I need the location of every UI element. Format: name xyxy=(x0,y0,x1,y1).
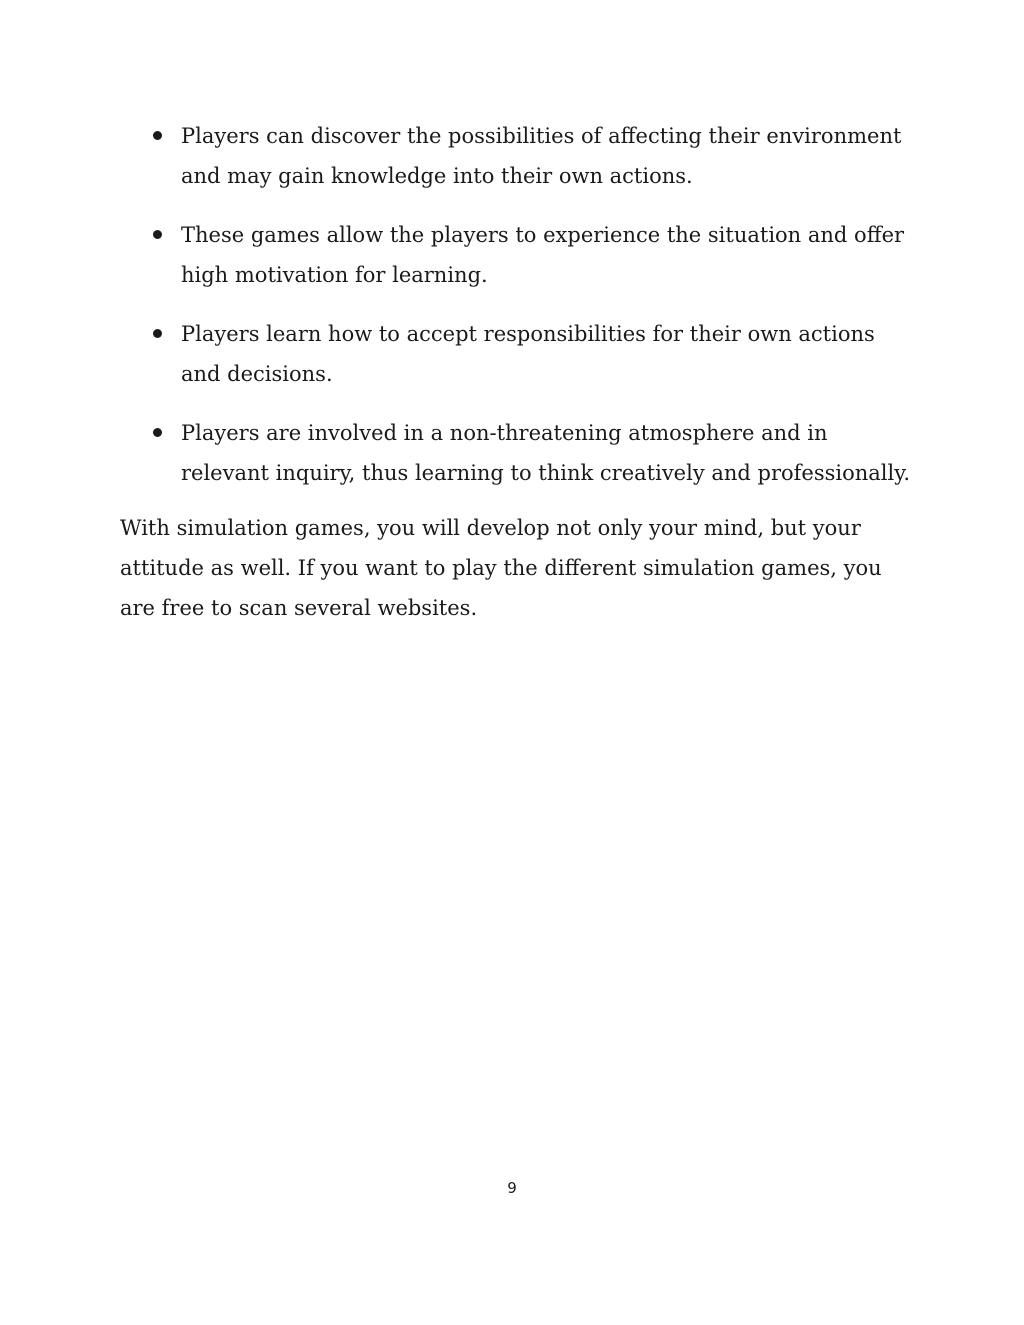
bullet-list xyxy=(150,116,910,512)
bullet-text: These games allow the players to experience the situation and offer high motivation for learning. xyxy=(181,223,905,287)
body-paragraph: With simulation games, you will develop not only your mind, but your attitude as well. If you want to play the different simulation games, you are free to scan several websites. xyxy=(120,516,882,620)
page-number: 9 xyxy=(507,1179,517,1197)
bullet-text: Players learn how to accept responsibilities for their own actions and decisions. xyxy=(181,322,875,386)
bullet-text: Players are involved in a non-threatening atmosphere and in relevant inquiry, thus learning to think creatively and professionally. xyxy=(181,421,910,485)
bullet-dot-icon xyxy=(153,230,162,239)
bullet-item xyxy=(150,413,910,493)
bullet-dot-icon xyxy=(153,131,162,140)
bullet-dot-icon xyxy=(153,428,162,437)
bullet-item xyxy=(150,215,910,295)
bullet-text: Players can discover the possibilities of affecting their environment and may gain knowledge into their own actions. xyxy=(181,124,902,188)
bullet-dot-icon xyxy=(153,329,162,338)
bullet-item xyxy=(150,116,910,196)
bullet-item xyxy=(150,314,910,394)
